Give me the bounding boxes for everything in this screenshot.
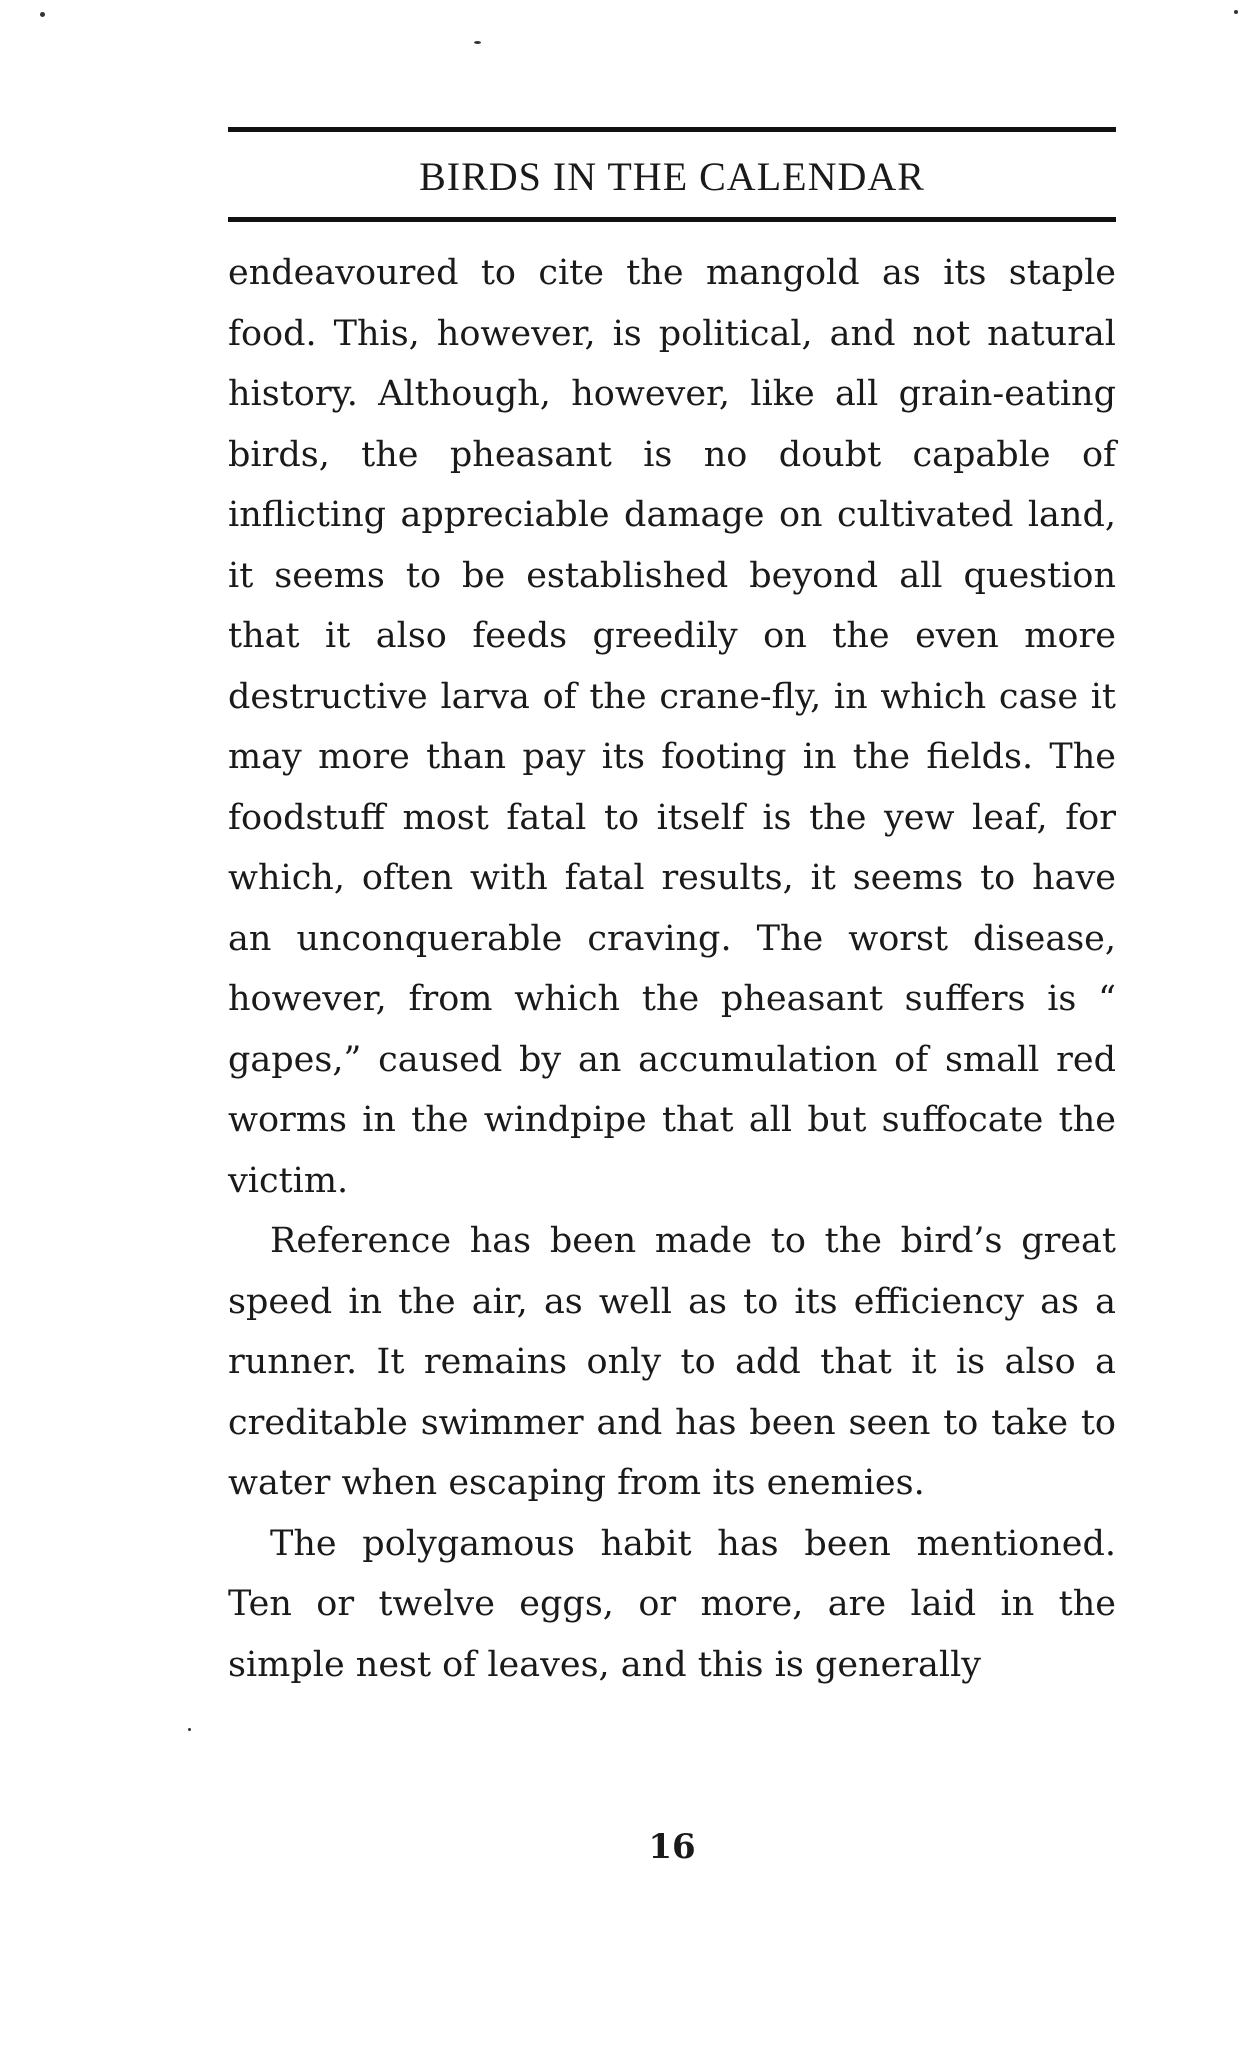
print-speck xyxy=(474,41,481,44)
print-speck xyxy=(188,1728,191,1731)
page-number: 16 xyxy=(648,1827,696,1867)
print-speck xyxy=(1234,10,1238,14)
header-rule-top xyxy=(228,127,1116,132)
running-head: BIRDS IN THE CALENDAR xyxy=(419,154,925,199)
paragraph: Reference has been made to the bird’s great speed in the air, as well as to its efficiency as a runner. It remains only to add that it is also a creditable swimmer and has been seen to take to water when escaping from its enemies. xyxy=(228,1221,1116,1503)
print-speck xyxy=(40,12,45,17)
paragraph-continued: endeavoured to cite the mangold as its staple food. This, however, is political, and not natural history. Although, however, like all grain-eating birds, the pheasant is no doubt capable of inflicting appreciable damage on cultivated land, it seems to be established beyond all question that it also feeds greedily on the even more destructive larva of the crane-fly, in which case it may more than pay its footing in the fields. The foodstuff most fatal to itself is the yew leaf, for which, often with fatal results, it seems to have an unconquerable craving. The worst disease, however, from which the pheasant suffers is “ gapes,” caused by an accumulation of small red worms in the windpipe that all but suffocate the victim. xyxy=(228,253,1116,1201)
paragraph: The polygamous habit has been mentioned. Ten or twelve eggs, or more, are laid in the simple nest of leaves, and this is generally xyxy=(228,1523,1116,1685)
header-rule-bottom xyxy=(228,217,1116,222)
body-text xyxy=(228,243,1116,1695)
